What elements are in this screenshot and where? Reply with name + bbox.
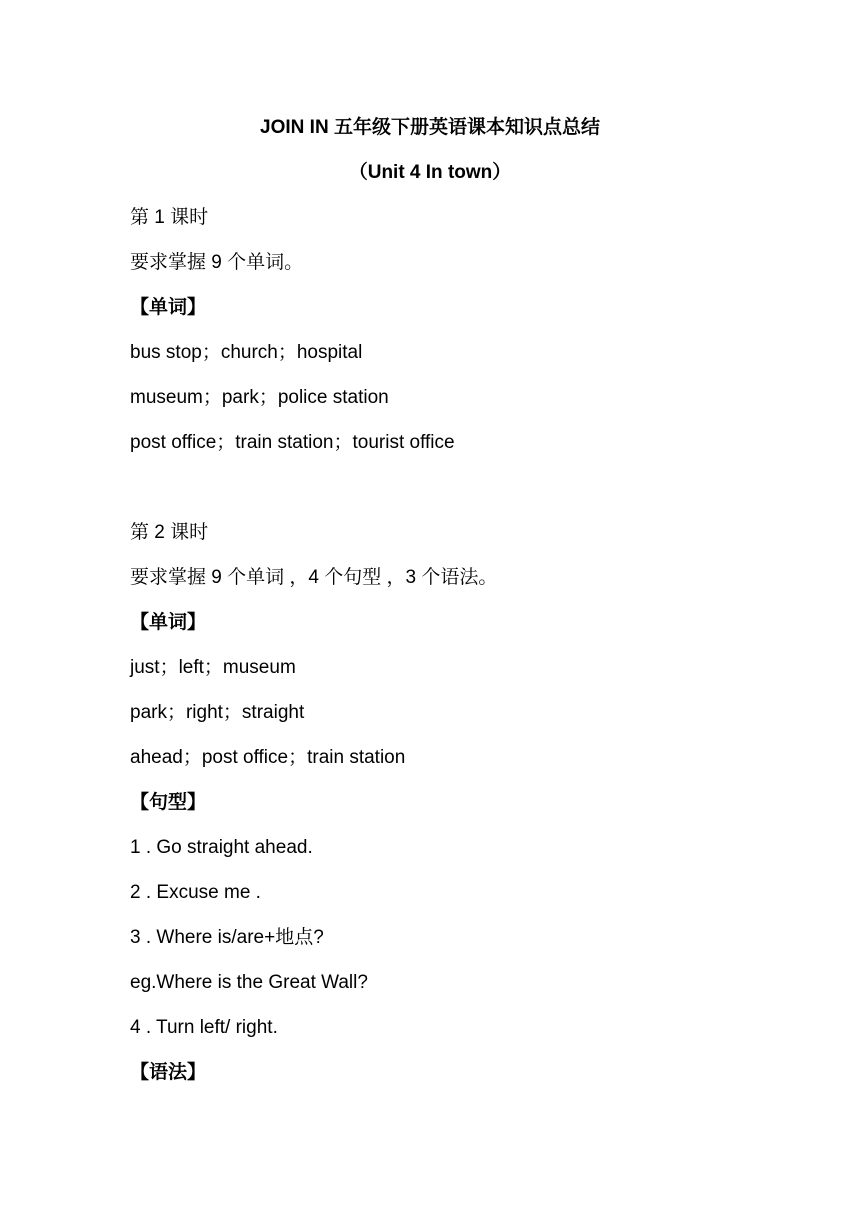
pattern-line: 1 . Go straight ahead.: [130, 837, 313, 858]
lesson1-word-line: museum；park；police station: [130, 387, 389, 408]
lesson2-word-line: park；right；straight: [130, 702, 305, 723]
lesson1-requirement: 要求掌握 9 个单词。: [130, 252, 304, 273]
lesson2-words-label: 【单词】: [130, 612, 207, 633]
document-title: JOIN IN 五年级下册英语课本知识点总结: [260, 117, 600, 138]
lesson2-word-line: ahead；post office；train station: [130, 747, 406, 768]
lesson1-heading: 第 1 课时: [130, 207, 209, 228]
document-subtitle: （Unit 4 In town）: [348, 162, 512, 183]
lesson2-patterns-label: 【句型】: [130, 792, 207, 813]
lesson2-word-line: just；left；museum: [130, 657, 296, 678]
pattern-line: 2 . Excuse me .: [130, 882, 261, 903]
pattern-example-line: eg.Where is the Great Wall?: [130, 972, 368, 993]
lesson1-word-line: bus stop；church；hospital: [130, 342, 363, 363]
lesson2-heading: 第 2 课时: [130, 522, 209, 543]
lesson1-words-label: 【单词】: [130, 297, 207, 318]
lesson2-grammar-label: 【语法】: [130, 1062, 207, 1083]
pattern-line: 3 . Where is/are+地点?: [130, 927, 324, 948]
lesson2-requirement: 要求掌握 9 个单词 ，4 个句型 ，3 个语法。: [130, 567, 498, 588]
lesson1-word-line: post office；train station；tourist office: [130, 432, 455, 453]
pattern-line: 4 . Turn left/ right.: [130, 1017, 278, 1038]
